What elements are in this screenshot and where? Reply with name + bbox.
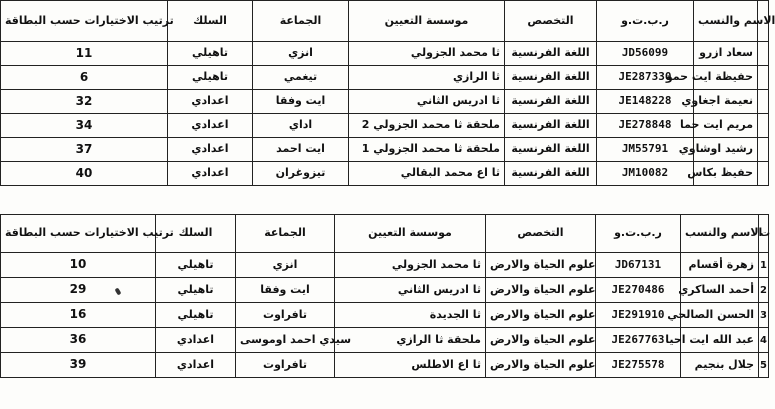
cell-commune: ايت احمد	[253, 138, 349, 162]
cell-cycle: اعدادي	[168, 114, 253, 138]
cell-rank: 36	[1, 328, 156, 353]
cell-name: حفيظة ايت حمو	[694, 66, 758, 90]
table-row	[1, 138, 769, 162]
cell-cycle: اعدادي	[168, 162, 253, 186]
cell-specialty: علوم الحياة والارض	[486, 278, 596, 303]
table-header-row	[1, 215, 769, 253]
cell-institution: ثا اع الاطلس	[335, 353, 486, 378]
header-commune: الجماعة	[236, 215, 335, 253]
cell-commune: ايت وفقا	[236, 278, 335, 303]
cell-name: نعيمة اجغاوي	[694, 90, 758, 114]
cell-specialty: علوم الحياة والارض	[486, 353, 596, 378]
cell-name: عبد الله ايت احيا	[681, 328, 759, 353]
cell-cycle: تاهيلي	[168, 42, 253, 66]
cell-institution: ثا محمد الجزولي	[335, 253, 486, 278]
header-commune: الجماعة	[253, 1, 349, 42]
header-specialty: التخصص	[486, 215, 596, 253]
cell-code: JE278848	[597, 114, 694, 138]
cell-specialty: اللغة الفرنسية	[505, 90, 597, 114]
cell-institution: ملحقة ثا الرازي	[335, 328, 486, 353]
header-cycle: السلك	[156, 215, 236, 253]
cell-code: JM10082	[597, 162, 694, 186]
cell-code: JD56099	[597, 42, 694, 66]
cell-institution: ثا ادريس الثاني	[335, 278, 486, 303]
cell-specialty: اللغة الفرنسية	[505, 162, 597, 186]
cell-specialty: اللغة الفرنسية	[505, 42, 597, 66]
cell-institution: ثا اع محمد البقالي	[349, 162, 505, 186]
cell-index	[758, 162, 769, 186]
cell-name: الحسن الصالحي	[681, 303, 759, 328]
cell-commune: تيزوغران	[253, 162, 349, 186]
cell-commune: اداي	[253, 114, 349, 138]
cell-cycle: اعدادي	[168, 138, 253, 162]
cell-name: رشيد اوشاوي	[694, 138, 758, 162]
cell-specialty: علوم الحياة والارض	[486, 328, 596, 353]
cell-rank: 11	[1, 42, 168, 66]
cell-commune: انزي	[236, 253, 335, 278]
cell-specialty: علوم الحياة والارض	[486, 253, 596, 278]
table-row	[1, 328, 769, 353]
cell-cycle: اعدادي	[156, 353, 236, 378]
cell-index: 3	[759, 303, 769, 328]
table-row	[1, 353, 769, 378]
cell-index	[758, 90, 769, 114]
cell-specialty: اللغة الفرنسية	[505, 66, 597, 90]
cell-specialty: اللغة الفرنسية	[505, 114, 597, 138]
header-institution: موسسة التعيين	[335, 215, 486, 253]
header-index: ت	[759, 215, 769, 253]
cell-cycle: تاهيلي	[156, 278, 236, 303]
table-row	[1, 66, 769, 90]
cell-cycle: تاهيلي	[156, 303, 236, 328]
cell-commune: سيدي احمد اوموسى	[236, 328, 335, 353]
cell-code: JD67131	[596, 253, 681, 278]
cell-specialty: علوم الحياة والارض	[486, 303, 596, 328]
header-specialty: التخصص	[505, 1, 597, 42]
cell-commune: تافراوت	[236, 353, 335, 378]
cell-institution: ثا الجديدة	[335, 303, 486, 328]
table-row	[1, 114, 769, 138]
cell-institution: ثا الرازي	[349, 66, 505, 90]
header-name: الاسم والنسب	[694, 1, 758, 42]
cell-name: أحمد الساكري	[681, 278, 759, 303]
header-institution: موسسة التعيين	[349, 1, 505, 42]
table-header-row	[1, 1, 769, 42]
cell-index: 4	[759, 328, 769, 353]
cell-code: JE148228	[597, 90, 694, 114]
cell-index	[758, 66, 769, 90]
cell-index: 5	[759, 353, 769, 378]
cell-cycle: تاهيلي	[156, 253, 236, 278]
cell-code: JE287330	[597, 66, 694, 90]
cell-code: JE270486	[596, 278, 681, 303]
cell-commune: ايت وفقا	[253, 90, 349, 114]
cell-code: JE275578	[596, 353, 681, 378]
cell-rank: 39	[1, 353, 156, 378]
header-code: ر.ب.ت.و	[597, 1, 694, 42]
header-rank: ترتيب الاختيارات حسب البطاقة	[1, 1, 168, 42]
cell-institution: ملحقة ثا محمد الجزولي 1	[349, 138, 505, 162]
cell-cycle: اعدادي	[168, 90, 253, 114]
cell-name: زهرة أقسام	[681, 253, 759, 278]
cell-name: حفيظ بكاس	[694, 162, 758, 186]
cell-name: سعاد ازرو	[694, 42, 758, 66]
header-code: ر.ب.ت.و	[596, 215, 681, 253]
cell-institution: ثا محمد الجزولي	[349, 42, 505, 66]
cell-index	[758, 138, 769, 162]
cell-rank: 16	[1, 303, 156, 328]
cell-rank: 40	[1, 162, 168, 186]
table-row	[1, 42, 769, 66]
cell-index: 2	[759, 278, 769, 303]
cell-index	[758, 114, 769, 138]
cell-rank: 32	[1, 90, 168, 114]
cell-code: JE267763	[596, 328, 681, 353]
header-rank: ترتيب الاختيارات حسب البطاقة	[1, 215, 156, 253]
cell-commune: انزي	[253, 42, 349, 66]
assignment-table-life-sciences	[0, 214, 769, 378]
assignment-table-french	[0, 0, 775, 186]
cell-index: 1	[759, 253, 769, 278]
cell-cycle: اعدادي	[156, 328, 236, 353]
cell-commune: تافراوت	[236, 303, 335, 328]
table-row	[1, 253, 769, 278]
cell-rank: 6	[1, 66, 168, 90]
table-row	[1, 303, 769, 328]
cell-rank: 34	[1, 114, 168, 138]
cell-institution: ثا ادريس الثاني	[349, 90, 505, 114]
header-name: الاسم والنسب	[681, 215, 759, 253]
cell-cycle: تاهيلي	[168, 66, 253, 90]
cell-index	[758, 42, 769, 66]
cell-code: JE291910	[596, 303, 681, 328]
cell-commune: تيغمي	[253, 66, 349, 90]
table-row	[1, 162, 769, 186]
cell-code: JM55791	[597, 138, 694, 162]
cell-rank: 37	[1, 138, 168, 162]
table-row	[1, 90, 769, 114]
cell-institution: ملحقة ثا محمد الجزولي 2	[349, 114, 505, 138]
cell-rank: 29	[1, 278, 156, 303]
cell-specialty: اللغة الفرنسية	[505, 138, 597, 162]
cell-rank: 10	[1, 253, 156, 278]
cell-name: مريم ايت حما	[694, 114, 758, 138]
cell-name: جلال بنجيم	[681, 353, 759, 378]
header-cycle: السلك	[168, 1, 253, 42]
